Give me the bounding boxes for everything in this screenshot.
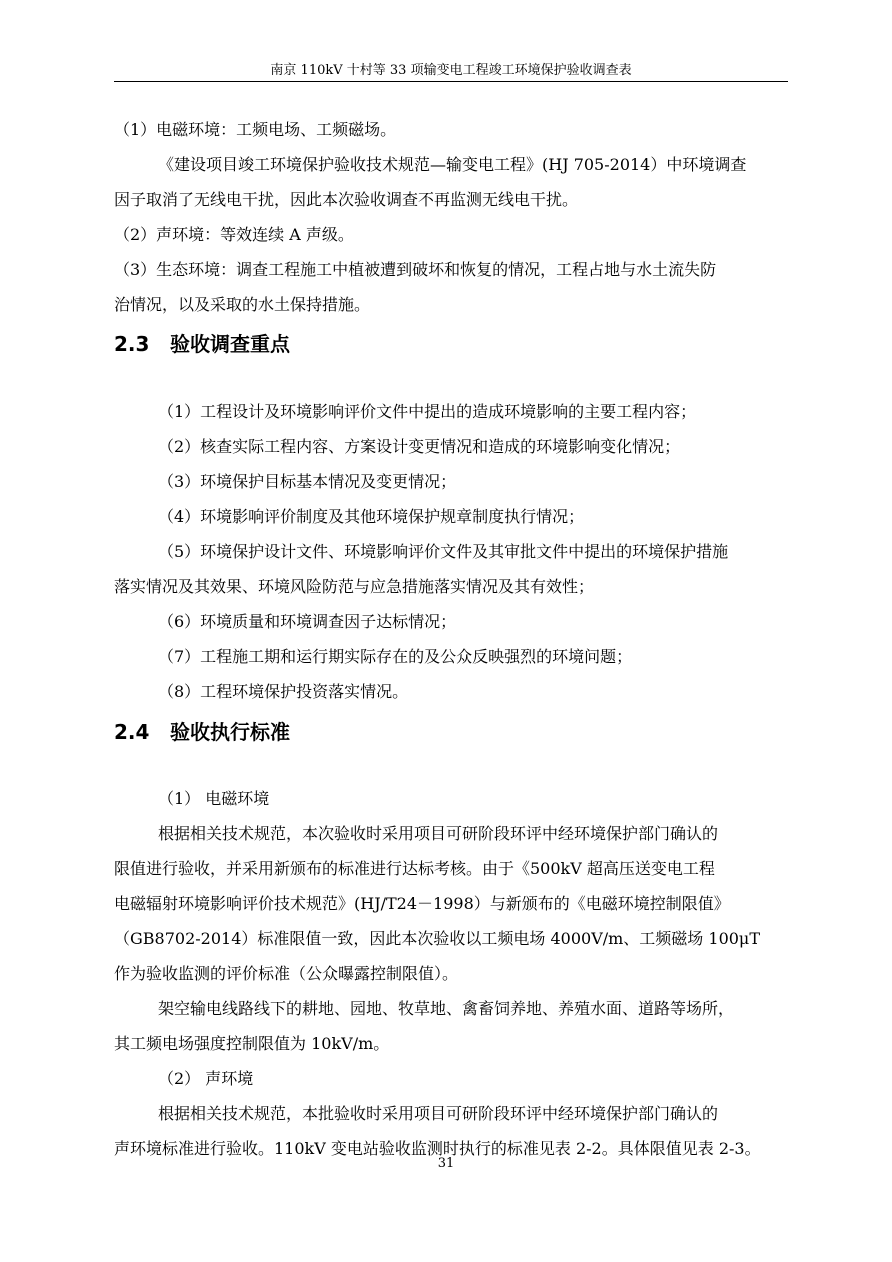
section-heading-2-3: [114, 329, 788, 359]
list-item: （1）工程设计及环境影响评价文件中提出的造成环境影响的主要工程内容；: [158, 402, 697, 421]
running-header: 南京 110kV 十村等 33 项输变电工程竣工环境保护验收调查表: [270, 63, 632, 78]
section-title: 验收调查重点: [170, 332, 290, 356]
paragraph: 作为验收监测的评价标准（公众曝露控制限值）。: [114, 964, 459, 983]
paragraph: 治情况，以及采取的水土保持措施。: [114, 295, 371, 314]
paragraph: （3）生态环境：调查工程施工中植被遭到破坏和恢复的情况，工程占地与水土流失防: [114, 260, 717, 279]
list-item: （7）工程施工期和运行期实际存在的及公众反映强烈的环境问题；: [158, 647, 633, 666]
subsection-label: （1） 电磁环境: [158, 789, 270, 808]
list-item: （4）环境影响评价制度及其他环境保护规章制度执行情况；: [158, 507, 585, 526]
section-number: 2.4: [114, 720, 150, 744]
paragraph: 声环境标准进行验收。110kV 变电站验收监测时执行的标准见表 2-2。具体限值见表 2-3。: [114, 1139, 761, 1158]
list-item: （6）环境质量和环境调查因子达标情况；: [158, 612, 457, 631]
list-item: 落实情况及其效果、环境风险防范与应急措施落实情况及其有效性；: [114, 577, 595, 596]
section-number: 2.3: [114, 332, 150, 356]
list-item: （5）环境保护设计文件、环境影响评价文件及其审批文件中提出的环境保护措施: [158, 542, 729, 561]
paragraph: 限值进行验收，并采用新颁布的标准进行达标考核。由于《500kV 超高压送变电工程: [114, 859, 715, 878]
section-heading-2-4: [114, 717, 788, 747]
paragraph: 其工频电场强度控制限值为 10kV/m。: [114, 1034, 390, 1053]
section-title: 验收执行标准: [170, 720, 290, 744]
paragraph: 《建设项目竣工环境保护验收技术规范—输变电工程》(HJ 705-2014）中环境调查: [158, 155, 747, 174]
list-item: （8）工程环境保护投资落实情况。: [158, 682, 409, 701]
list-item: （2）核查实际工程内容、方案设计变更情况和造成的环境影响变化情况；: [158, 437, 681, 456]
paragraph: （2）声环境：等效连续 A 声级。: [114, 225, 354, 244]
list-item: （3）环境保护目标基本情况及变更情况；: [158, 472, 457, 491]
page-body: [114, 112, 788, 1166]
paragraph: （GB8702-2014）标准限值一致，因此本次验收以工频电场 4000V/m、工频磁场 100μT: [114, 929, 761, 948]
paragraph: （1）电磁环境：工频电场、工频磁场。: [114, 120, 397, 139]
paragraph: 架空输电线路线下的耕地、园地、牧草地、禽畜饲养地、养殖水面、道路等场所，: [158, 999, 735, 1018]
header-rule: [114, 81, 788, 82]
page-number: 31: [437, 1156, 455, 1171]
paragraph: 根据相关技术规范，本次验收时采用项目可研阶段环评中经环境保护部门确认的: [158, 824, 719, 843]
paragraph: 根据相关技术规范，本批验收时采用项目可研阶段环评中经环境保护部门确认的: [158, 1104, 719, 1123]
paragraph: 因子取消了无线电干扰，因此本次验收调查不再监测无线电干扰。: [114, 190, 579, 209]
paragraph: 电磁辐射环境影响评价技术规范》(HJ/T24－1998）与新颁布的《电磁环境控制限值》: [114, 894, 730, 913]
subsection-label: （2） 声环境: [158, 1069, 254, 1088]
